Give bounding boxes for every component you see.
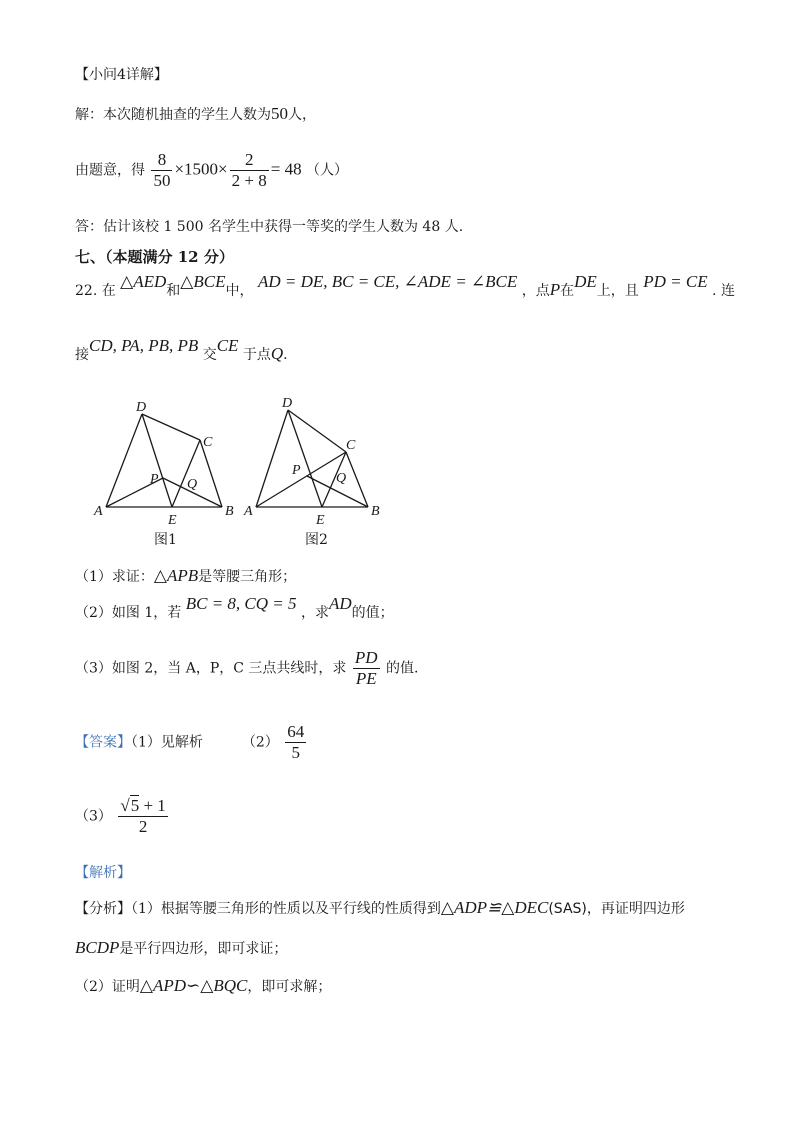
triangle-apb: △APB bbox=[153, 566, 199, 585]
question-22-line2 bbox=[75, 336, 288, 364]
q-intro: 22. 在 bbox=[75, 283, 116, 299]
fraction-2-10 bbox=[230, 150, 269, 191]
calc-result: = 48 bbox=[270, 159, 302, 179]
fig2-label-e: E bbox=[316, 513, 325, 528]
part-seven-title: 七、（本题满分 12 分） bbox=[75, 248, 234, 266]
fig2-label-d: D bbox=[282, 396, 293, 411]
sub2-text: （2）如图 1，若 bbox=[75, 605, 182, 621]
q-intersect: 交 bbox=[202, 347, 217, 363]
point-p: P bbox=[549, 280, 561, 299]
fraction-denominator: PE bbox=[355, 669, 377, 688]
segment-ce: CE bbox=[216, 336, 239, 355]
connected-segments: CD, PA, PB, PB bbox=[89, 336, 199, 355]
congruence-adp-dec: △ADP≌△DEC bbox=[440, 898, 549, 917]
fraction-8-50 bbox=[151, 150, 172, 191]
figure-2-labels bbox=[243, 396, 380, 548]
sas-note: (SAS) bbox=[548, 901, 587, 917]
sub1-text: （1）求证： bbox=[75, 569, 154, 585]
fig1-segment-cb bbox=[200, 440, 222, 507]
answer-3-line bbox=[75, 796, 170, 837]
answer-line bbox=[75, 722, 308, 763]
figure-1 bbox=[106, 414, 222, 507]
fraction-denominator: 2 + 8 bbox=[231, 171, 267, 190]
q-point: ，点 bbox=[521, 283, 550, 299]
q-in: 中， bbox=[225, 283, 254, 299]
q-on: 在 bbox=[560, 283, 575, 299]
fig1-label-q: Q bbox=[187, 477, 198, 492]
segment-ad: AD bbox=[328, 594, 352, 613]
analysis-paragraph-3 bbox=[75, 976, 331, 996]
answer-1: （1）见解析 bbox=[131, 734, 203, 751]
q-at-point: 于点 bbox=[242, 347, 271, 363]
fraction-denominator: 2 bbox=[138, 817, 148, 836]
answer-2-label: （2） bbox=[241, 734, 279, 751]
figure-1-labels bbox=[93, 400, 234, 548]
fig2-segment-apc bbox=[256, 452, 346, 507]
quadrilateral-bcdp: BCDP bbox=[75, 938, 120, 957]
fig1-label-e: E bbox=[168, 513, 177, 528]
figure-2 bbox=[256, 410, 368, 507]
analysis-text-3b: ，即可求解； bbox=[247, 979, 332, 995]
fraction-denominator: 5 bbox=[291, 743, 300, 762]
sub3-rest: 的值. bbox=[386, 660, 419, 677]
answer-3-fraction bbox=[118, 796, 167, 837]
answer-sentence: 答：估计该校 1 500 名学生中获得一等奖的学生人数为 48 人. bbox=[75, 219, 464, 235]
analysis-label: 【解析】 bbox=[75, 865, 131, 881]
fraction-numerator: 2 bbox=[230, 150, 269, 171]
q-end: . bbox=[283, 347, 288, 363]
sample-count: 50 bbox=[271, 104, 288, 123]
subquestion-2 bbox=[75, 594, 394, 622]
subquestion-1 bbox=[75, 566, 296, 586]
fig1-segment-dc bbox=[142, 414, 200, 440]
sub3-text: （3）如图 2，当 A，P，C 三点共线时，求 bbox=[75, 660, 347, 677]
analysis-text-3: （2）证明 bbox=[75, 979, 140, 995]
answer-label: 【答案】 bbox=[75, 734, 131, 751]
q-connect: . 连 bbox=[712, 283, 735, 299]
segment-de: DE bbox=[574, 272, 597, 291]
q-and: 和 bbox=[166, 283, 181, 299]
triangle-aed: △AED bbox=[120, 272, 167, 291]
sub2-rest: 的值； bbox=[351, 605, 394, 621]
fig1-label-c: C bbox=[203, 435, 213, 450]
q-connect-2: 接 bbox=[75, 347, 89, 363]
fig1-segment-ad bbox=[106, 414, 142, 507]
analysis-paragraph-1 bbox=[75, 898, 685, 918]
sqrt-radicand: 5 bbox=[130, 796, 140, 815]
multiply-1500: ×1500× bbox=[174, 159, 228, 179]
fraction-numerator: 8 bbox=[151, 150, 172, 171]
fig2-label-a: A bbox=[244, 504, 253, 519]
answer-3-label: （3） bbox=[75, 808, 112, 825]
calc-prefix: 由题意，得 bbox=[75, 162, 145, 179]
subquestion-3 bbox=[75, 648, 418, 689]
fig1-segment-ce bbox=[172, 440, 200, 507]
calculation-line bbox=[75, 150, 348, 191]
pd-equals-ce: PD = CE bbox=[643, 272, 708, 291]
similarity-apd-bqc: △APD∽△BQC bbox=[139, 976, 248, 995]
fig2-label-c: C bbox=[346, 438, 356, 453]
fig1-label-p: P bbox=[150, 472, 159, 487]
fraction-numerator: PD bbox=[354, 648, 378, 667]
fraction-pd-pe bbox=[353, 648, 380, 689]
sub2-condition: BC = 8, CQ = 5 bbox=[185, 594, 297, 613]
fig1-caption: 图1 bbox=[154, 532, 177, 548]
analysis-text-2: 是平行四边形，即可求证； bbox=[119, 941, 288, 957]
fig1-label-b: B bbox=[225, 504, 234, 519]
fig1-label-a: A bbox=[94, 504, 103, 519]
answer-2-fraction bbox=[285, 722, 306, 763]
solution-text: 解：本次随机抽查的学生人数为 bbox=[75, 107, 271, 123]
fraction-numerator: √5 + 1 bbox=[120, 796, 166, 815]
sub1-rest: 是等腰三角形； bbox=[198, 569, 297, 585]
calc-unit: （人） bbox=[306, 162, 349, 179]
given-conditions: AD = DE, BC = CE, ∠ADE = ∠BCE bbox=[257, 272, 518, 291]
geometry-figures bbox=[0, 392, 800, 552]
sub2-ask: ，求 bbox=[300, 605, 329, 621]
fig2-segment-cb bbox=[346, 452, 368, 507]
fig2-label-b: B bbox=[371, 504, 380, 519]
fig2-segment-de bbox=[288, 410, 322, 507]
point-q: Q bbox=[270, 344, 284, 363]
fig1-segment-de bbox=[142, 414, 172, 507]
fraction-denominator: 50 bbox=[153, 171, 171, 190]
solution-unit: 人， bbox=[288, 107, 316, 123]
fig2-label-p: P bbox=[292, 463, 301, 478]
fraction-numerator: 64 bbox=[287, 722, 305, 741]
fig2-segment-dc bbox=[288, 410, 346, 452]
analysis-paragraph-2 bbox=[75, 938, 287, 958]
analysis-text-1: 【分析】（1）根据等腰三角形的性质以及平行线的性质得到 bbox=[75, 901, 441, 917]
fig1-label-d: D bbox=[136, 400, 147, 415]
question-22-line1 bbox=[75, 272, 735, 300]
numerator-rest: + 1 bbox=[139, 796, 166, 815]
analysis-text-1b: ，再证明四边形 bbox=[586, 901, 685, 917]
triangle-bce: △BCE bbox=[180, 272, 226, 291]
fig2-label-q: Q bbox=[336, 471, 347, 486]
fig2-segment-ad bbox=[256, 410, 288, 507]
section4-heading: 【小问4详解】 bbox=[75, 67, 168, 83]
q-and-also: 上，且 bbox=[596, 283, 639, 299]
solution-line bbox=[75, 104, 316, 124]
fig2-caption: 图2 bbox=[305, 532, 328, 548]
